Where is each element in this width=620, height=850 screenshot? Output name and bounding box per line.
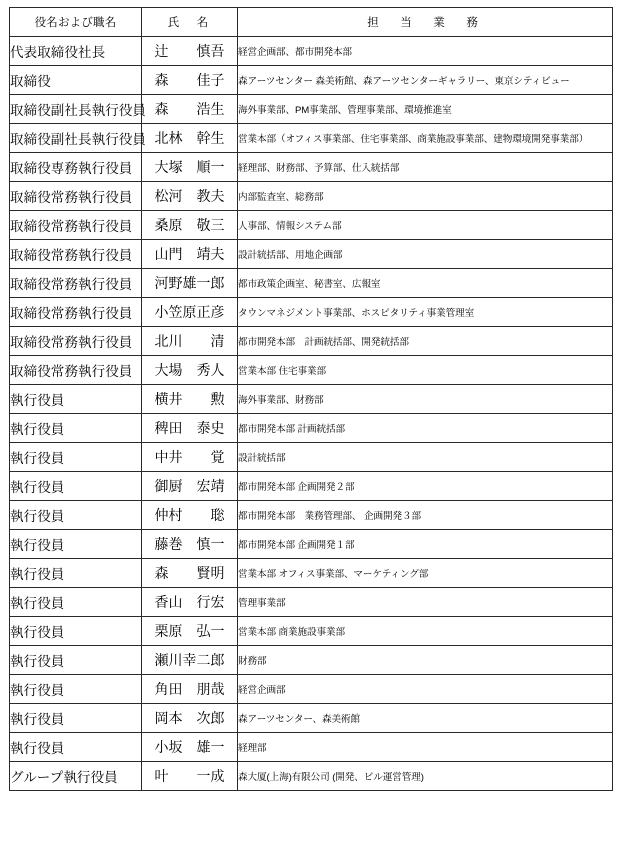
cell-duty: 営業本部（オフィス事業部、住宅事業部、商業施設事業部、建物環境開発事業部） [238, 124, 613, 153]
cell-title: 執行役員 [10, 704, 142, 733]
column-header-name: 氏 名 [142, 8, 238, 37]
cell-title: 執行役員 [10, 675, 142, 704]
cell-title: 執行役員 [10, 443, 142, 472]
cell-duty: 森アーツセンター 森美術館、森アーツセンターギャラリー、東京シティビュー [238, 66, 613, 95]
table-row [10, 66, 613, 95]
cell-title: 執行役員 [10, 501, 142, 530]
cell-duty: 海外事業部、財務部 [238, 385, 613, 414]
cell-name: 叶 一成 [142, 762, 238, 791]
cell-name: 横井 勲 [142, 385, 238, 414]
cell-name: 角田 朋哉 [142, 675, 238, 704]
cell-name: 河野雄一郎 [142, 269, 238, 298]
cell-name: 御厨 宏靖 [142, 472, 238, 501]
cell-title: 取締役常務執行役員 [10, 211, 142, 240]
cell-duty: 設計統括部 [238, 443, 613, 472]
cell-name: 森 浩生 [142, 95, 238, 124]
cell-name: 大塚 順一 [142, 153, 238, 182]
cell-title: 取締役常務執行役員 [10, 327, 142, 356]
cell-name: 北川 清 [142, 327, 238, 356]
cell-title: 執行役員 [10, 530, 142, 559]
cell-title: 執行役員 [10, 646, 142, 675]
table-row [10, 356, 613, 385]
cell-name: 松河 教夫 [142, 182, 238, 211]
cell-duty: 都市開発本部 企画開発２部 [238, 472, 613, 501]
cell-title: グループ執行役員 [10, 762, 142, 791]
cell-name: 藤巻 慎一 [142, 530, 238, 559]
cell-duty: 営業本部 オフィス事業部、マーケティング部 [238, 559, 613, 588]
cell-duty: 内部監査室、総務部 [238, 182, 613, 211]
cell-duty: 経理部、財務部、予算部、仕入統括部 [238, 153, 613, 182]
cell-title: 執行役員 [10, 559, 142, 588]
cell-duty: 管理事業部 [238, 588, 613, 617]
table-row [10, 472, 613, 501]
cell-name: 仲村 聡 [142, 501, 238, 530]
table-row [10, 414, 613, 443]
cell-name: 森 賢明 [142, 559, 238, 588]
officers-table [9, 7, 613, 791]
table-header-row [10, 8, 613, 37]
cell-duty: 森アーツセンター、森美術館 [238, 704, 613, 733]
cell-name: 森 佳子 [142, 66, 238, 95]
cell-duty: 森大厦(上海)有限公司 (開発、ビル運営管理) [238, 762, 613, 791]
cell-duty: 財務部 [238, 646, 613, 675]
cell-duty: 都市開発本部 企画開発１部 [238, 530, 613, 559]
table-row [10, 240, 613, 269]
cell-title: 取締役専務執行役員 [10, 153, 142, 182]
cell-title: 取締役副社長執行役員 [10, 95, 142, 124]
cell-name: 稗田 泰史 [142, 414, 238, 443]
cell-title: 執行役員 [10, 472, 142, 501]
cell-title: 取締役 [10, 66, 142, 95]
cell-title: 代表取締役社長 [10, 37, 142, 66]
table-row [10, 182, 613, 211]
cell-duty: 都市開発本部 計画統括部 [238, 414, 613, 443]
table-row [10, 327, 613, 356]
cell-title: 取締役常務執行役員 [10, 356, 142, 385]
cell-name: 瀬川幸二郎 [142, 646, 238, 675]
cell-title: 執行役員 [10, 733, 142, 762]
cell-duty: 営業本部 住宅事業部 [238, 356, 613, 385]
table-row [10, 646, 613, 675]
cell-title: 執行役員 [10, 414, 142, 443]
cell-duty: 都市政策企画室、秘書室、広報室 [238, 269, 613, 298]
cell-name: 香山 行宏 [142, 588, 238, 617]
cell-name: 栗原 弘一 [142, 617, 238, 646]
cell-title: 取締役常務執行役員 [10, 182, 142, 211]
column-header-title: 役名および職名 [10, 8, 142, 37]
table-row [10, 124, 613, 153]
cell-name: 大場 秀人 [142, 356, 238, 385]
cell-duty: タウンマネジメント事業部、ホスピタリティ事業管理室 [238, 298, 613, 327]
table-row [10, 37, 613, 66]
cell-duty: 経理部 [238, 733, 613, 762]
cell-title: 取締役常務執行役員 [10, 298, 142, 327]
cell-name: 小笠原正彦 [142, 298, 238, 327]
cell-title: 取締役常務執行役員 [10, 269, 142, 298]
table-row [10, 269, 613, 298]
table-row [10, 385, 613, 414]
cell-name: 山門 靖夫 [142, 240, 238, 269]
table-row [10, 501, 613, 530]
cell-title: 執行役員 [10, 588, 142, 617]
cell-duty: 海外事業部、PM事業部、管理事業部、環境推進室 [238, 95, 613, 124]
table-body [10, 37, 613, 791]
table-row [10, 298, 613, 327]
cell-name: 岡本 次郎 [142, 704, 238, 733]
table-row [10, 704, 613, 733]
table-row [10, 211, 613, 240]
table-header [10, 8, 613, 37]
table-row [10, 95, 613, 124]
cell-name: 桑原 敬三 [142, 211, 238, 240]
table-row [10, 153, 613, 182]
table-row [10, 588, 613, 617]
cell-title: 執行役員 [10, 385, 142, 414]
table-row [10, 617, 613, 646]
column-header-duty: 担 当 業 務 [238, 8, 613, 37]
cell-name: 辻 慎吾 [142, 37, 238, 66]
table-row [10, 675, 613, 704]
cell-duty: 経営企画部、都市開発本部 [238, 37, 613, 66]
table-row [10, 559, 613, 588]
cell-name: 小坂 雄一 [142, 733, 238, 762]
cell-title: 取締役常務執行役員 [10, 240, 142, 269]
table-row [10, 530, 613, 559]
cell-title: 執行役員 [10, 617, 142, 646]
cell-name: 中井 覚 [142, 443, 238, 472]
cell-duty: 都市開発本部 計画統括部、開発統括部 [238, 327, 613, 356]
cell-duty: 都市開発本部 業務管理部、 企画開発３部 [238, 501, 613, 530]
cell-duty: 人事部、情報システム部 [238, 211, 613, 240]
table-row [10, 762, 613, 791]
cell-name: 北林 幹生 [142, 124, 238, 153]
cell-duty: 経営企画部 [238, 675, 613, 704]
cell-duty: 営業本部 商業施設事業部 [238, 617, 613, 646]
cell-duty: 設計統括部、用地企画部 [238, 240, 613, 269]
cell-title: 取締役副社長執行役員 [10, 124, 142, 153]
table-row [10, 443, 613, 472]
table-row [10, 733, 613, 762]
